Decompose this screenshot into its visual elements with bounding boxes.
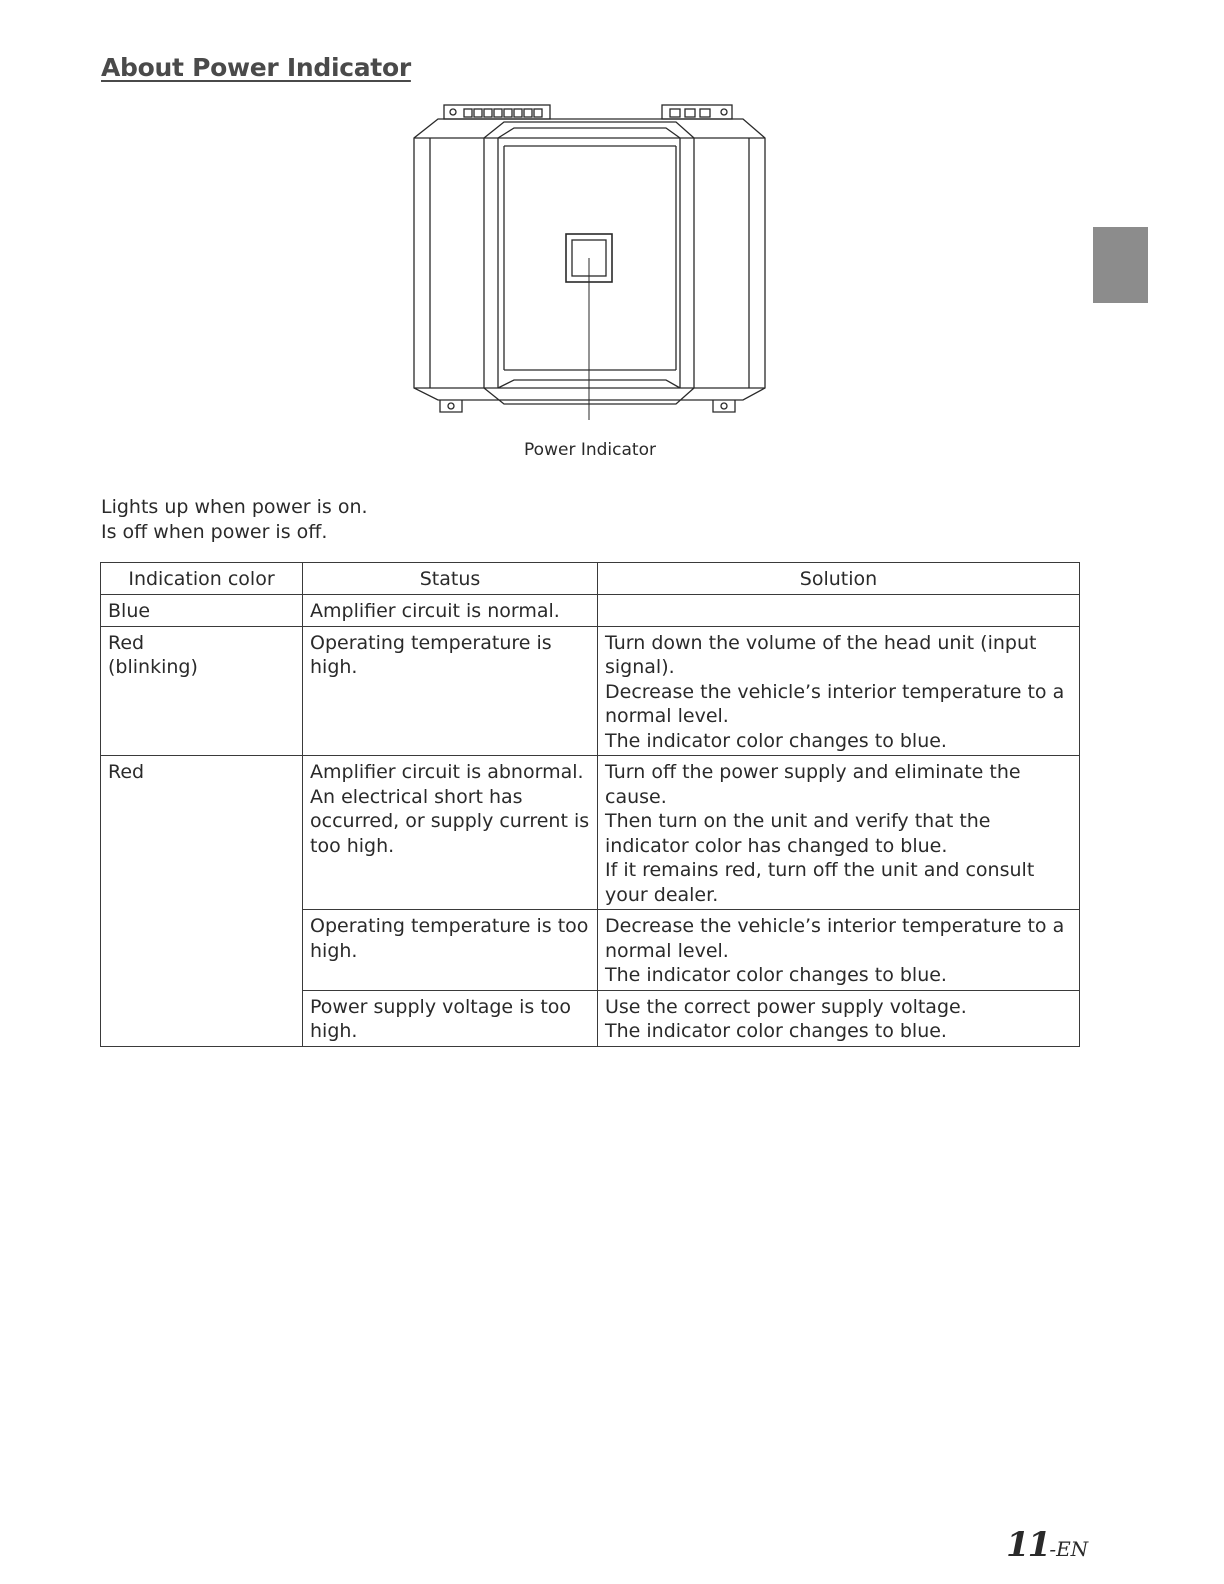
section-tab-marker <box>1093 227 1148 303</box>
cell-solution <box>598 595 1080 627</box>
page-heading: About Power Indicator <box>101 53 411 82</box>
power-indicator-callout: Power Indicator <box>524 440 656 460</box>
cell-status: Operating temperature is high. <box>303 626 598 756</box>
terminal-block-right-icon <box>662 105 732 119</box>
page-number-value: 11 <box>1006 1525 1050 1565</box>
intro-text <box>101 495 368 545</box>
cell-color: Red <box>101 756 303 1047</box>
table-row <box>101 595 1080 627</box>
header-indication-color: Indication color <box>101 563 303 595</box>
table-row <box>101 626 1080 756</box>
cell-color: Red (blinking) <box>101 626 303 756</box>
table-header-row <box>101 563 1080 595</box>
cell-solution: Turn off the power supply and eliminate the cause. Then turn on the unit and verify that the indicator color has changed to blue. If it remains red, turn off the unit and consult your dealer. <box>598 756 1080 910</box>
cell-status: Amplifier circuit is normal. <box>303 595 598 627</box>
cell-color: Blue <box>101 595 303 627</box>
amplifier-illustration <box>408 100 773 420</box>
intro-line-off: Is off when power is off. <box>101 521 328 543</box>
cell-solution: Use the correct power supply voltage. The indicator color changes to blue. <box>598 990 1080 1046</box>
cell-solution: Decrease the vehicle’s interior temperature to a normal level. The indicator color changes to blue. <box>598 910 1080 991</box>
cell-status: Amplifier circuit is abnormal. An electrical short has occurred, or supply current is too high. <box>303 756 598 910</box>
cell-solution: Turn down the volume of the head unit (input signal). Decrease the vehicle’s interior temperature to a normal level. The indicator color changes to blue. <box>598 626 1080 756</box>
header-status: Status <box>303 563 598 595</box>
header-solution: Solution <box>598 563 1080 595</box>
indicator-table <box>100 562 1080 1047</box>
cell-status: Power supply voltage is too high. <box>303 990 598 1046</box>
mount-tab-icon <box>440 400 735 412</box>
table-row <box>101 756 1080 910</box>
cell-status: Operating temperature is too high. <box>303 910 598 991</box>
terminal-block-left-icon <box>444 105 550 119</box>
intro-line-on: Lights up when power is on. <box>101 496 368 518</box>
page-number <box>1006 1525 1088 1565</box>
page-number-suffix: -EN <box>1049 1537 1089 1561</box>
